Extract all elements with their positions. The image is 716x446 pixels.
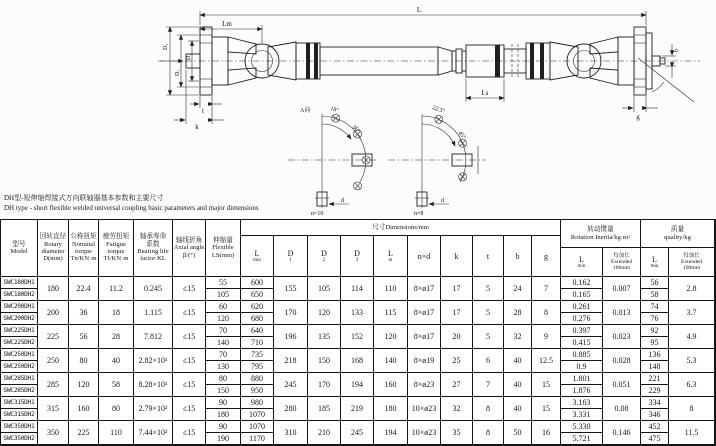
table-cell: 250 (38, 349, 69, 373)
n8-label: n=8 (414, 211, 424, 216)
table-cell: 5.330 (561, 421, 603, 433)
table-cell: 0.028 (603, 349, 641, 373)
column-header: L min (561, 248, 603, 277)
column-group-header: 质量 quality/kg (641, 220, 715, 248)
table-cell: 452 (641, 421, 669, 433)
column-header: L m (374, 236, 408, 277)
angle-label: 18° (329, 106, 340, 115)
table-cell: 475 (641, 433, 669, 445)
dim-Lm: Lm (222, 20, 232, 28)
table-cell: 194 (341, 373, 374, 397)
table-cell: 200 (38, 301, 69, 325)
table-cell: 50 (504, 421, 532, 445)
table-cell: 218 (274, 349, 308, 373)
model-cell: SWC200DH1 (1, 301, 38, 313)
table-cell: 27 (441, 373, 473, 397)
table-cell: 8 (532, 301, 561, 325)
dim-k: k (195, 123, 199, 131)
dim-d: d (441, 198, 444, 204)
model-cell: SWC350DH1 (1, 421, 38, 433)
table-cell: 0.023 (603, 325, 641, 349)
table-cell: 0.276 (561, 313, 603, 325)
table-cell: 8×ø19 (408, 349, 441, 373)
table-cell: 6 (473, 349, 504, 373)
table-cell: 80 (69, 349, 99, 373)
table-cell: 12.5 (532, 349, 561, 373)
table-cell: 120 (374, 325, 408, 349)
table-cell: 310 (274, 421, 308, 445)
table-cell: 133 (341, 301, 374, 325)
table-cell: 25 (441, 349, 473, 373)
table-cell: 70 (206, 325, 241, 337)
table-cell: 28 (504, 301, 532, 325)
column-header: 伸缩量 Flexible LS(mm) (206, 220, 241, 277)
table-cell: 0.9 (561, 361, 603, 373)
aux-view-n8 (388, 104, 486, 216)
table-cell: 11.2 (99, 277, 134, 301)
dim-d: d (341, 198, 344, 204)
table-cell: 180 (38, 277, 69, 301)
table-cell: 5 (473, 277, 504, 301)
table-cell: 3.7 (669, 301, 715, 325)
table-cell: 0.165 (561, 289, 603, 301)
dim-g: g (636, 113, 640, 121)
table-cell: 5.721 (561, 433, 603, 445)
table-cell: 11.5 (669, 421, 715, 445)
dim-Ls: Ls (481, 89, 489, 97)
table-cell: 6.3 (669, 373, 715, 397)
table-cell: ≤15 (173, 421, 206, 445)
table-cell: 58 (641, 289, 669, 301)
table-cell: 1.801 (561, 373, 603, 385)
table-cell: 130 (206, 361, 241, 373)
table-cell: 225 (38, 325, 69, 349)
table-cell: 315 (38, 397, 69, 421)
caption-en: DH type - short flexible welded universal coupling basic parameters and major dimensions (4, 203, 259, 212)
table-cell: 40 (504, 373, 532, 397)
table-cell: 40 (99, 349, 134, 373)
dim-b: b (674, 49, 680, 52)
table-cell: 90 (206, 421, 241, 433)
table-cell: 56 (69, 325, 99, 349)
table-cell: 170 (274, 301, 308, 325)
table-cell: 190 (206, 433, 241, 445)
table-cell: 0.245 (134, 277, 173, 301)
table-cell: 115 (374, 301, 408, 325)
table-cell: 1.876 (561, 385, 603, 397)
table-cell: 18 (99, 301, 134, 325)
table-cell: 229 (641, 385, 669, 397)
table-cell: 114 (341, 277, 374, 301)
column-header: g (532, 236, 561, 277)
table-cell: 0.415 (561, 337, 603, 349)
table-cell: 40 (504, 349, 532, 373)
table-cell: 58 (99, 373, 134, 397)
table-cell: 160 (374, 373, 408, 397)
table-cell: 225 (69, 421, 99, 445)
column-header: n×d (408, 236, 441, 277)
angle-label: 45° (456, 130, 467, 141)
table-cell: 0.162 (561, 277, 603, 289)
column-header: 每加长 Extended 100mm (669, 248, 715, 277)
table-cell: 285 (38, 373, 69, 397)
table-cell: 0.146 (603, 421, 641, 445)
table-cell: 60 (206, 301, 241, 313)
table-cell: 196 (274, 325, 308, 349)
table-cell: 346 (641, 409, 669, 421)
table-cell: 95 (641, 337, 669, 349)
table-cell: 120 (308, 301, 341, 325)
table-cell: ≤15 (173, 277, 206, 301)
table-cell: ≤15 (173, 373, 206, 397)
table-cell: ≤15 (173, 349, 206, 373)
table-cell: 185 (308, 397, 341, 421)
table-cell: 5 (473, 301, 504, 325)
column-header: 疲劳扭矩 Fatigue torque Tf/KN·m (99, 220, 134, 277)
table-cell: 3.163 (561, 397, 603, 409)
model-cell: SWC180DH1 (1, 277, 38, 289)
angle-label: 36° (350, 124, 361, 135)
model-cell: SWC315DH2 (1, 409, 38, 421)
table-cell: 640 (241, 325, 274, 337)
table-cell: 148 (641, 361, 669, 373)
table-cell: 5 (473, 325, 504, 349)
model-cell: SWC285DH2 (1, 385, 38, 397)
dim-D3: D₃ (175, 69, 181, 76)
table-cell: 245 (341, 421, 374, 445)
dim-D2: D₂ (186, 53, 192, 60)
table-cell: 4.9 (669, 325, 715, 349)
model-cell: SWC250DH1 (1, 349, 38, 361)
table-cell: 168 (341, 349, 374, 373)
table-cell: 92 (641, 325, 669, 337)
model-cell: SWC250DH2 (1, 361, 38, 373)
table-cell: 350 (38, 421, 69, 445)
column-header: D 1 (274, 236, 308, 277)
table-cell: ≤15 (173, 325, 206, 349)
model-cell: SWC285DH1 (1, 373, 38, 385)
table-cell: 135 (308, 325, 341, 349)
table-cell: 9 (532, 325, 561, 349)
table-cell: 8×ø23 (408, 373, 441, 397)
table-cell: 8 (473, 397, 504, 421)
table-cell: 1.115 (134, 301, 173, 325)
table-cell: 80 (99, 397, 134, 421)
table-cell: 0.885 (561, 349, 603, 361)
table-cell: 880 (241, 373, 274, 385)
table-cell: 5.3 (669, 349, 715, 373)
table-cell: 7 (532, 277, 561, 301)
model-cell: SWC315DH1 (1, 397, 38, 409)
column-header: b (504, 236, 532, 277)
angle-label: 22.5° (431, 105, 446, 115)
table-cell: 40 (504, 397, 532, 421)
table-cell: 620 (241, 301, 274, 313)
table-cell: 150 (308, 349, 341, 373)
table-cell: 0.261 (561, 301, 603, 313)
table-cell: 950 (241, 385, 274, 397)
dim-D1: D₁ (163, 43, 169, 50)
column-header: t (473, 236, 504, 277)
table-cell: 20 (441, 325, 473, 349)
table-cell: 74 (641, 301, 669, 313)
table-cell: 795 (241, 361, 274, 373)
table-cell: 17 (441, 301, 473, 325)
table-cell: 0.007 (603, 277, 641, 301)
table-cell: 980 (241, 397, 274, 409)
column-header: 公称扭矩 Nominal torque Tn/KN·m (69, 220, 99, 277)
table-cell: 10×ø23 (408, 421, 441, 445)
column-header: 回转直径 Rotary diameter D(mm) (38, 220, 69, 277)
table-cell: 8×ø17 (408, 277, 441, 301)
table-cell: 194 (374, 421, 408, 445)
column-header: 轴线折角 Axial angle β/(°) (173, 220, 206, 277)
table-cell: 710 (241, 337, 274, 349)
table-cell: 210 (308, 421, 341, 445)
column-group-header: 尺寸Dimensions/mm (241, 220, 561, 236)
caption-zh: DH型-短伸缩焊接式万向联轴器基本参数和主要尺寸 (4, 194, 164, 202)
table-cell: 22.4 (69, 277, 99, 301)
table-cell: 32 (441, 397, 473, 421)
table-cell: 2.8 (669, 277, 715, 301)
aux-view-n10 (288, 105, 378, 216)
column-header: L min (641, 248, 669, 277)
table-cell: 0.397 (561, 325, 603, 337)
table-cell: 1070 (241, 421, 274, 433)
table-cell: ≤15 (173, 301, 206, 325)
table-cell: 70 (206, 349, 241, 361)
table-cell: 155 (274, 277, 308, 301)
coupling-technical-drawing (0, 0, 716, 216)
table-cell: 90 (206, 397, 241, 409)
table-cell: 7.44×10² (134, 421, 173, 445)
n10-label: n=10 (311, 211, 324, 216)
table-cell: 7 (473, 373, 504, 397)
table-cell: 120 (69, 373, 99, 397)
column-header: k (441, 236, 473, 277)
table-cell: 36 (69, 301, 99, 325)
caption (4, 194, 259, 213)
table-cell: 180 (374, 397, 408, 421)
table-cell: 140 (206, 337, 241, 349)
table-cell: 2.82×10¹ (134, 349, 173, 373)
dim-L: L (416, 6, 422, 14)
model-cell: SWC350DH2 (1, 433, 38, 445)
table-cell: 105 (308, 277, 341, 301)
table-cell: 8 (669, 397, 715, 421)
view-a-label: A向 (300, 108, 311, 114)
table-cell: 280 (274, 397, 308, 421)
table-cell: 1070 (241, 409, 274, 421)
table-cell: 7.812 (134, 325, 173, 349)
table-cell: 3.331 (561, 409, 603, 421)
table-cell: 600 (241, 277, 274, 289)
table-cell: 10×ø23 (408, 397, 441, 421)
model-cell: SWC225DH2 (1, 337, 38, 349)
table-cell: 8×ø17 (408, 301, 441, 325)
table-cell: 8.28×10¹ (134, 373, 173, 397)
table-cell: 8 (473, 421, 504, 445)
model-cell: SWC200DH2 (1, 313, 38, 325)
model-cell: SWC180DH2 (1, 289, 38, 301)
table-cell: 680 (241, 313, 274, 325)
table-cell: 221 (641, 373, 669, 385)
table-cell: 56 (641, 277, 669, 289)
table-cell: 80 (206, 373, 241, 385)
table-cell: 219 (341, 397, 374, 421)
column-header: D 2 (308, 236, 341, 277)
table-cell: 35 (441, 421, 473, 445)
model-cell: SWC225DH1 (1, 325, 38, 337)
table-cell: 180 (206, 409, 241, 421)
table-cell: 334 (641, 397, 669, 409)
table-cell: 160 (69, 397, 99, 421)
table-cell: 0.013 (603, 301, 641, 325)
table-cell: 735 (241, 349, 274, 361)
column-header: 轴承寿命 系数 Bearing life factor KL (134, 220, 173, 277)
table-cell: 120 (206, 313, 241, 325)
column-header: D 3 (341, 236, 374, 277)
table-cell: 136 (641, 349, 669, 361)
dim-t: t (202, 107, 204, 115)
table-cell: 8×ø17 (408, 325, 441, 349)
table-cell: 76 (641, 313, 669, 325)
table-cell: 16 (532, 421, 561, 445)
table-cell: 24 (504, 277, 532, 301)
column-group-header: 转动惯量 Rotation Inertia/kg·m² (561, 220, 641, 248)
table-cell: ≤15 (173, 397, 206, 421)
table-cell: 15 (532, 373, 561, 397)
table-cell: 650 (241, 289, 274, 301)
specification-table (0, 219, 716, 446)
table-cell: 170 (308, 373, 341, 397)
table-cell: 0.051 (603, 373, 641, 397)
table-cell: 2.79×10² (134, 397, 173, 421)
column-header: 每加长 Extended 100mm (603, 248, 641, 277)
table-cell: 245 (274, 373, 308, 397)
table-cell: 110 (99, 421, 134, 445)
column-header: L min (241, 236, 274, 277)
table-cell: 17 (441, 277, 473, 301)
table-cell: 0.08 (603, 397, 641, 421)
table-cell: 32 (504, 325, 532, 349)
table-cell: 150 (206, 385, 241, 397)
table-cell: 1170 (241, 433, 274, 445)
column-header: 型号 Model (1, 220, 38, 277)
table-cell: 105 (206, 289, 241, 301)
table-cell: 15 (532, 397, 561, 421)
table-cell: 28 (99, 325, 134, 349)
table-cell: 140 (374, 349, 408, 373)
table-cell: 110 (374, 277, 408, 301)
table-cell: 152 (341, 325, 374, 349)
table-cell: 55 (206, 277, 241, 289)
